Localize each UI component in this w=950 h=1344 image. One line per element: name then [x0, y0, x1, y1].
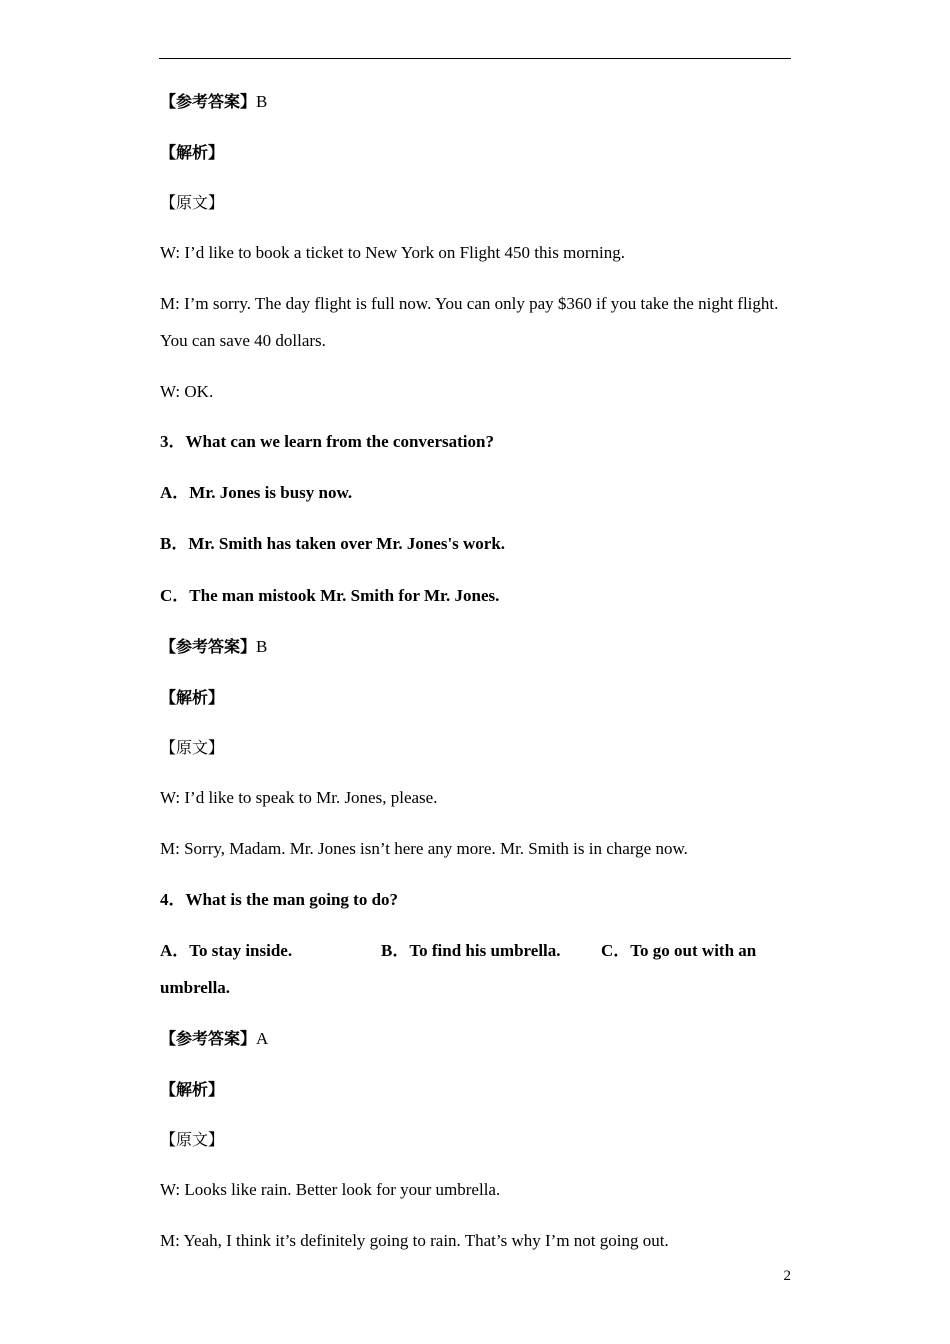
answer-label: 【参考答案】: [160, 1029, 257, 1048]
question-number: 3．: [160, 432, 186, 451]
option-text: Mr. Jones is busy now.: [189, 483, 353, 502]
question-number: 4．: [160, 890, 186, 909]
transcript-line: W: I’d like to speak to Mr. Jones, please.: [160, 788, 438, 807]
option-letter: A．: [160, 941, 190, 960]
answer-label: 【参考答案】: [160, 637, 257, 656]
question-text: What is the man going to do?: [185, 890, 399, 909]
option-letter: B．: [160, 534, 189, 553]
answer-label: 【参考答案】: [160, 92, 257, 111]
option-a: [160, 483, 352, 503]
answer-line: [160, 637, 267, 657]
question-3: [160, 432, 494, 452]
answer-line: [160, 1029, 268, 1049]
analysis-label: 【解析】: [160, 1080, 225, 1099]
option-c: [160, 586, 499, 606]
option-letter: C．: [601, 941, 631, 960]
source-label: 【原文】: [160, 1130, 225, 1149]
option-a: [160, 941, 292, 961]
option-letter: C．: [160, 586, 190, 605]
question-text: What can we learn from the conversation?: [185, 432, 494, 451]
answer-value: A: [256, 1029, 269, 1048]
transcript-line: M: I’m sorry. The day flight is full now. You can only pay $360 if you take the night flight.: [160, 294, 779, 313]
option-b: [381, 941, 561, 961]
option-text: To stay inside.: [189, 941, 293, 960]
transcript-line: You can save 40 dollars.: [160, 331, 326, 350]
answer-value: B: [256, 92, 268, 111]
question-4: [160, 890, 398, 910]
page-number: 2: [783, 1268, 791, 1284]
source-label: 【原文】: [160, 738, 225, 757]
option-text: To find his umbrella.: [409, 941, 561, 960]
option-text: The man mistook Mr. Smith for Mr. Jones.: [189, 586, 500, 605]
transcript-line: W: Looks like rain. Better look for your umbrella.: [160, 1180, 501, 1199]
source-label: 【原文】: [160, 193, 225, 212]
option-letter: B．: [381, 941, 410, 960]
analysis-label: 【解析】: [160, 688, 225, 707]
answer-value: B: [256, 637, 268, 656]
transcript-line: W: I’d like to book a ticket to New York on Flight 450 this morning.: [160, 243, 625, 262]
option-text: To go out with an: [630, 941, 757, 960]
option-c: [601, 941, 756, 961]
transcript-line: W: OK.: [160, 382, 214, 401]
header-rule: [159, 58, 791, 59]
option-c-wrap: umbrella.: [160, 978, 231, 997]
option-b: [160, 534, 505, 554]
analysis-label: 【解析】: [160, 143, 225, 162]
option-text: Mr. Smith has taken over Mr. Jones's work.: [188, 534, 506, 553]
answer-line: [160, 92, 267, 112]
transcript-line: M: Yeah, I think it’s definitely going to rain. That’s why I’m not going out.: [160, 1231, 669, 1250]
transcript-line: M: Sorry, Madam. Mr. Jones isn’t here any more. Mr. Smith is in charge now.: [160, 839, 688, 858]
option-letter: A．: [160, 483, 190, 502]
